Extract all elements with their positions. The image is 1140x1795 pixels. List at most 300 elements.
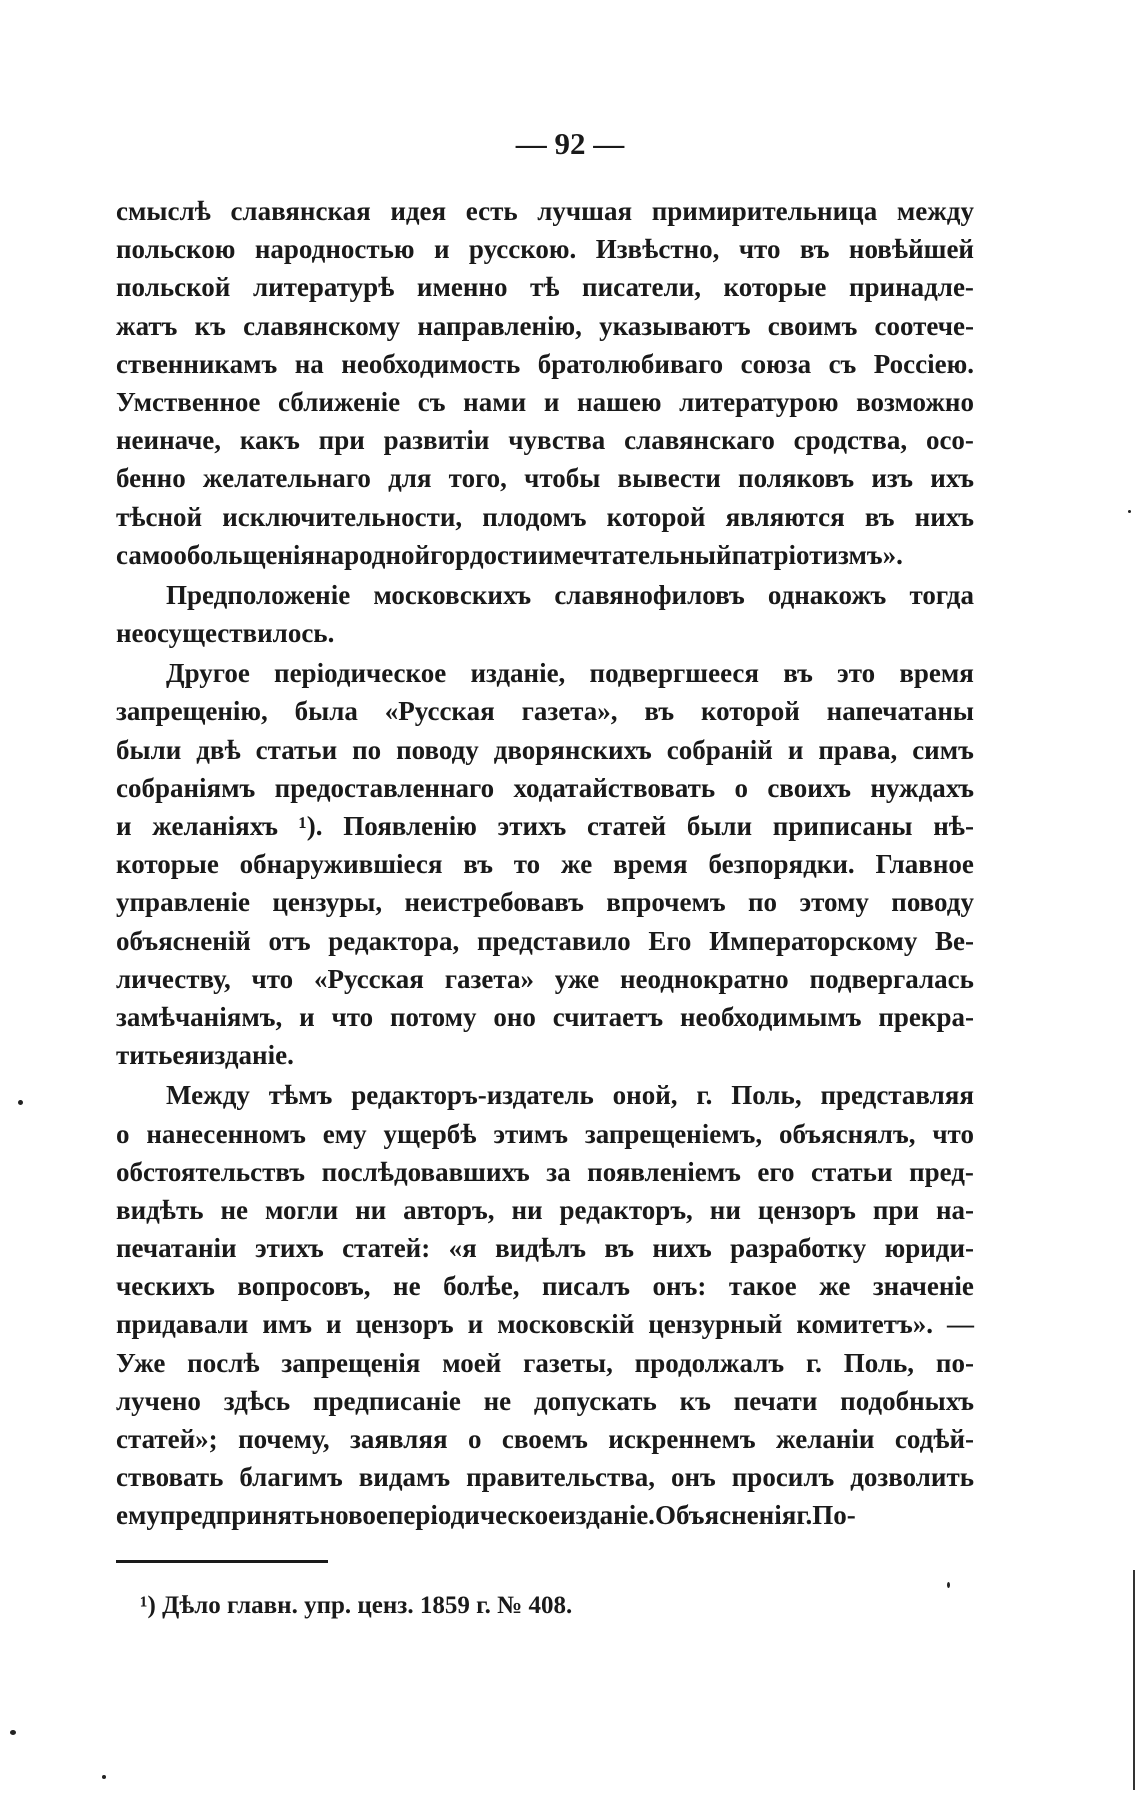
word: жатъ: [116, 310, 178, 341]
word: изданіе,: [470, 658, 566, 689]
word: здѣсь: [223, 1385, 291, 1416]
footnote: [140, 1592, 572, 1620]
word: газета»,: [521, 696, 618, 727]
word: этихъ: [497, 811, 567, 841]
text-line: [116, 421, 974, 459]
word: своихъ: [767, 772, 851, 803]
word: Уже: [116, 1347, 166, 1378]
word: писатели,: [582, 272, 701, 303]
word: моей: [442, 1347, 502, 1378]
text-line: [116, 692, 974, 730]
word: нуждахъ: [870, 772, 974, 803]
word: безпорядки.: [708, 849, 855, 880]
word: и: [326, 1309, 342, 1340]
word: онъ:: [652, 1271, 707, 1302]
word: Другое: [166, 658, 250, 689]
word: Поль,: [731, 1080, 802, 1111]
word: редактора,: [328, 925, 460, 956]
word: московскій: [497, 1309, 635, 1340]
word: редакторъ,: [559, 1194, 693, 1225]
word: собраніямъ: [116, 772, 256, 803]
word: вывести: [617, 463, 721, 494]
word: обстоятельствъ: [116, 1156, 306, 1187]
word: ему: [322, 1118, 367, 1149]
word: приписаны: [772, 811, 913, 841]
word: въ: [799, 234, 830, 265]
word: Между: [166, 1080, 250, 1111]
word: нѣ-: [933, 811, 974, 841]
word: представило: [476, 925, 631, 956]
word: комитетъ».: [796, 1309, 933, 1340]
word: впрочемъ: [606, 887, 726, 918]
word: что: [251, 963, 294, 994]
word: статьи: [255, 734, 338, 765]
word: управленіе: [116, 887, 250, 918]
word: ходатайствовать: [513, 772, 716, 803]
word: симъ: [912, 734, 974, 765]
text-line: [116, 1267, 974, 1305]
word: двѣ: [196, 734, 241, 765]
word: и: [433, 234, 450, 265]
word: писалъ: [541, 1271, 631, 1302]
word: идея: [390, 196, 447, 226]
text-line: [116, 1115, 974, 1153]
word: считаетъ: [552, 1001, 664, 1032]
text-line: [116, 1076, 974, 1114]
scan-speck: [1128, 510, 1131, 513]
scan-speck: [947, 1582, 950, 1588]
word: Извѣстно,: [595, 234, 720, 265]
scan-speck: [102, 1775, 106, 1779]
text-line: [116, 576, 974, 614]
word: съ: [828, 348, 857, 379]
word: что: [331, 1001, 374, 1032]
word: газеты,: [523, 1347, 613, 1378]
word: патріотизмъ».: [731, 539, 903, 570]
word: Поль,: [843, 1347, 915, 1378]
word: нанесенномъ: [146, 1118, 306, 1149]
word: цензоръ: [757, 1194, 856, 1225]
word: тѣмъ: [268, 1080, 333, 1111]
word: поводу: [891, 887, 974, 918]
word: по: [747, 887, 778, 918]
word: Императорскому: [709, 925, 918, 956]
word: подобныхъ: [840, 1385, 974, 1416]
word: запрещеніемъ,: [584, 1118, 763, 1149]
word: ческихъ: [116, 1271, 215, 1302]
word: онъ: [671, 1462, 716, 1493]
word: славянскому: [243, 310, 401, 341]
word: послѣдовавшихъ: [321, 1156, 530, 1187]
text-line: [116, 230, 974, 268]
word: подвергалась: [809, 963, 974, 994]
word: разработку: [730, 1233, 867, 1264]
body-text: [116, 192, 974, 1535]
word: заявляя: [350, 1424, 448, 1454]
word: то: [513, 849, 541, 880]
word: оной,: [612, 1080, 678, 1111]
word: періодическое: [387, 1500, 561, 1531]
text-line: [116, 268, 974, 306]
word: и: [467, 1309, 484, 1340]
word: на-: [935, 1194, 974, 1225]
word: и: [537, 539, 554, 570]
text-line: [116, 769, 974, 807]
text-line: [116, 307, 974, 345]
word: сродства,: [793, 425, 908, 456]
text-line: [116, 883, 974, 921]
word: которые: [723, 272, 827, 303]
word: польской: [116, 272, 231, 303]
word: права,: [818, 734, 898, 765]
word: этихъ: [254, 1233, 324, 1264]
word: народностью: [254, 234, 415, 265]
word: смыслѣ: [116, 196, 211, 226]
text-line: [116, 1229, 974, 1267]
word: для: [388, 463, 432, 494]
text-line: [116, 1496, 974, 1534]
word: что: [932, 1118, 974, 1149]
word: видѣть: [116, 1194, 204, 1225]
word: замѣчаніямъ,: [116, 1001, 283, 1032]
word: объясненій: [116, 925, 251, 956]
word: сближеніе: [278, 386, 401, 417]
word: пред-: [909, 1156, 974, 1187]
word: этому: [799, 887, 869, 918]
word: правительства,: [466, 1462, 656, 1493]
word: изъ: [871, 463, 914, 494]
word: ни: [709, 1194, 741, 1225]
word: Появленію: [343, 811, 477, 841]
text-line: [116, 922, 974, 960]
word: и: [787, 734, 804, 765]
word: неистребовавъ: [404, 887, 584, 918]
word: предпринять: [159, 1500, 320, 1531]
word: время: [613, 849, 688, 880]
word: къ: [194, 310, 226, 341]
word: поляковъ: [738, 463, 855, 494]
word: возможно: [856, 386, 974, 417]
word: нихъ: [914, 501, 974, 532]
word: статей: [586, 811, 667, 841]
word: статей»;: [116, 1424, 218, 1454]
word: желаніяхъ: [152, 811, 278, 841]
word: имъ: [262, 1309, 313, 1340]
word: искреннемъ: [608, 1424, 756, 1454]
word: братолюбиваго: [537, 348, 724, 379]
word: нихъ: [652, 1233, 712, 1264]
word: славянофиловъ: [554, 579, 745, 610]
word: народной: [315, 539, 431, 570]
word: бенно: [116, 463, 186, 494]
word: литературѣ: [252, 272, 395, 303]
word: «Русская: [314, 963, 424, 994]
word: ея: [172, 1040, 199, 1071]
word: что: [738, 234, 781, 265]
word: о: [467, 1424, 482, 1454]
word: изданіе.: [198, 1040, 294, 1071]
word: Его: [648, 925, 692, 956]
word: Предположеніе: [166, 579, 351, 610]
word: тогда: [909, 579, 974, 610]
word: тѣсной: [116, 501, 203, 532]
text-line: [116, 1344, 974, 1382]
word: въ: [864, 501, 895, 532]
word: представляя: [820, 1080, 974, 1111]
word: самообольщенія: [116, 539, 316, 570]
word: Главное: [875, 849, 974, 880]
word: осо-: [925, 425, 974, 456]
text-line: [116, 614, 974, 652]
text-line: [116, 536, 974, 574]
word: примирительница: [651, 196, 878, 226]
word: благимъ: [239, 1462, 343, 1493]
word: ихъ: [930, 463, 974, 494]
word: періодическое: [274, 658, 447, 689]
text-line: [116, 1420, 974, 1458]
word: направленію,: [417, 310, 582, 341]
word: новое: [319, 1500, 388, 1531]
word: могли: [265, 1194, 339, 1225]
word: неоднократно: [620, 963, 789, 994]
word: чтобы: [524, 463, 601, 494]
word: оно: [493, 1001, 536, 1032]
word: были: [686, 811, 753, 841]
word: содѣй-: [894, 1424, 974, 1454]
word: указываютъ: [599, 310, 751, 341]
page-number: — 92 —: [515, 126, 625, 161]
word: ущербѣ: [383, 1118, 477, 1149]
word: въ: [604, 1233, 635, 1264]
word: продолжалъ: [634, 1347, 785, 1378]
word: славянскаго: [624, 425, 775, 456]
word: юриди-: [884, 1233, 974, 1264]
word: по-: [935, 1347, 974, 1378]
word: лучено: [116, 1385, 201, 1416]
word: появленіемъ: [587, 1156, 741, 1187]
word: являются: [725, 501, 845, 532]
word: время: [899, 658, 974, 689]
word: есть: [465, 196, 518, 226]
text-line: [116, 1382, 974, 1420]
word: почему,: [238, 1424, 330, 1454]
text-line: [116, 1036, 974, 1074]
word: московскихъ: [373, 579, 532, 610]
word: цензурный: [648, 1309, 783, 1340]
word: обнаружившіеся: [239, 849, 443, 880]
word: Ве-: [934, 925, 974, 956]
word: чувства: [508, 425, 606, 456]
word: собраній: [666, 734, 773, 765]
text-line: [116, 807, 974, 845]
footnote-separator: [116, 1560, 328, 1563]
word: русскою.: [468, 234, 577, 265]
word: ственникамъ: [116, 348, 278, 379]
word: Россіею.: [873, 348, 974, 379]
word: желательнаго: [202, 463, 371, 494]
word: и: [116, 811, 132, 841]
word: желаніи: [776, 1424, 875, 1454]
text-line: [116, 192, 974, 230]
word: этимъ: [493, 1118, 568, 1149]
word: неиначе,: [116, 425, 222, 456]
text-line: [116, 383, 974, 421]
word: дозволить: [850, 1462, 974, 1493]
word: польскою: [116, 234, 236, 265]
word: соотече-: [874, 310, 974, 341]
word: которые: [116, 849, 219, 880]
word: г.: [805, 1347, 822, 1378]
text-line: [116, 345, 974, 383]
word: уже: [554, 963, 600, 994]
word: подвергшееся: [589, 658, 759, 689]
word: запрещенія: [281, 1347, 421, 1378]
word: отъ: [268, 925, 311, 956]
word: цензоръ: [355, 1309, 454, 1340]
word: при: [872, 1194, 919, 1225]
word: были: [116, 734, 182, 765]
word: статьи: [811, 1156, 893, 1187]
word: и: [299, 1001, 315, 1032]
word: газета»: [444, 963, 534, 994]
word: славянская: [230, 196, 371, 226]
word: Объясненія: [654, 1500, 797, 1531]
word: исключительности,: [222, 501, 463, 532]
word: однакожъ: [767, 579, 887, 610]
word: которой: [606, 501, 706, 532]
word: необходимость: [341, 348, 521, 379]
text-line: [116, 1305, 974, 1343]
word: же: [561, 849, 593, 880]
word: не: [220, 1194, 249, 1225]
word: своемъ: [501, 1424, 588, 1454]
scan-speck: [10, 1730, 16, 1735]
text-line: [116, 845, 974, 883]
word: именно: [416, 272, 508, 303]
word: ни: [511, 1194, 543, 1225]
word: литературою: [679, 386, 839, 417]
word: запрещенію,: [116, 696, 268, 727]
word: новѣйшей: [848, 234, 974, 265]
word: ему: [116, 1500, 160, 1531]
word: потому: [390, 1001, 477, 1032]
word: цензуры,: [272, 887, 383, 918]
word: не: [393, 1271, 421, 1302]
word: развитіи: [383, 425, 490, 456]
word: къ: [679, 1385, 711, 1416]
word: о: [734, 772, 748, 803]
word: и: [543, 386, 560, 417]
text-line: [116, 1458, 974, 1496]
word: же: [819, 1271, 851, 1302]
word: допускать: [533, 1385, 657, 1416]
word: не: [116, 618, 144, 649]
footnote-marker: ¹): [140, 1592, 156, 1619]
word: по: [352, 734, 382, 765]
word: на: [294, 348, 324, 379]
word: г.: [696, 1080, 713, 1111]
word: это: [837, 658, 876, 689]
word: того,: [448, 463, 507, 494]
word: между: [896, 196, 974, 226]
word: въ: [463, 849, 493, 880]
word: поводу: [396, 734, 479, 765]
word: ствовать: [116, 1462, 224, 1493]
word: нашею: [577, 386, 662, 417]
word: принадле-: [848, 272, 974, 303]
word: такое: [728, 1271, 797, 1302]
word: —: [946, 1309, 974, 1340]
word: печатаніи: [116, 1233, 237, 1264]
word: г.: [796, 1500, 813, 1531]
text-line: [116, 459, 974, 497]
word: изданіе.: [560, 1500, 655, 1531]
text-line: [116, 654, 974, 692]
word: лучшая: [537, 196, 633, 226]
word: какъ: [239, 425, 300, 456]
word: въ: [783, 658, 813, 689]
word: осуществилось.: [143, 618, 335, 649]
word: была: [294, 696, 358, 727]
word: мечтательный: [553, 539, 732, 570]
word: Умственное: [116, 386, 261, 417]
word: гордости: [430, 539, 538, 570]
word: о: [116, 1118, 130, 1149]
word: ¹).: [298, 811, 323, 841]
word: вопросовъ,: [237, 1271, 371, 1302]
text-line: [116, 731, 974, 769]
word: «я: [448, 1233, 477, 1264]
word: По-: [812, 1500, 856, 1531]
word: напечатаны: [826, 696, 974, 727]
word: «Русская: [384, 696, 495, 727]
word: союза: [740, 348, 812, 379]
word: при: [318, 425, 365, 456]
word: ни: [355, 1194, 387, 1225]
word: придавали: [116, 1309, 249, 1340]
word: плодомъ: [482, 501, 587, 532]
word: предписаніе: [312, 1385, 461, 1416]
word: тить: [116, 1040, 173, 1071]
word: прекра-: [878, 1001, 974, 1032]
scan-edge: [1133, 1570, 1135, 1790]
word: видѣлъ: [495, 1233, 586, 1264]
word: объяснялъ,: [778, 1118, 916, 1149]
text-line: [116, 498, 974, 536]
word: предоставленнаго: [274, 772, 495, 803]
word: которой: [700, 696, 800, 727]
word: не: [483, 1385, 512, 1416]
word: печати: [733, 1385, 818, 1416]
word: авторъ,: [403, 1194, 495, 1225]
word: за: [546, 1156, 571, 1187]
word: нами: [463, 386, 527, 417]
word: статей:: [342, 1233, 431, 1264]
word: редакторъ-издатель: [351, 1080, 594, 1111]
word: болѣе,: [443, 1271, 520, 1302]
text-line: [116, 998, 974, 1036]
text-line: [116, 1191, 974, 1229]
word: значеніе: [872, 1271, 974, 1302]
word: необходимымъ: [679, 1001, 862, 1032]
word: въ: [644, 696, 675, 727]
word: дворянскихъ: [493, 734, 652, 765]
word: его: [757, 1156, 795, 1187]
footnote-text: Дѣло главн. упр. ценз. 1859 г. № 408.: [162, 1592, 573, 1619]
word: послѣ: [187, 1347, 260, 1378]
text-line: [116, 960, 974, 998]
word: видамъ: [358, 1462, 451, 1493]
